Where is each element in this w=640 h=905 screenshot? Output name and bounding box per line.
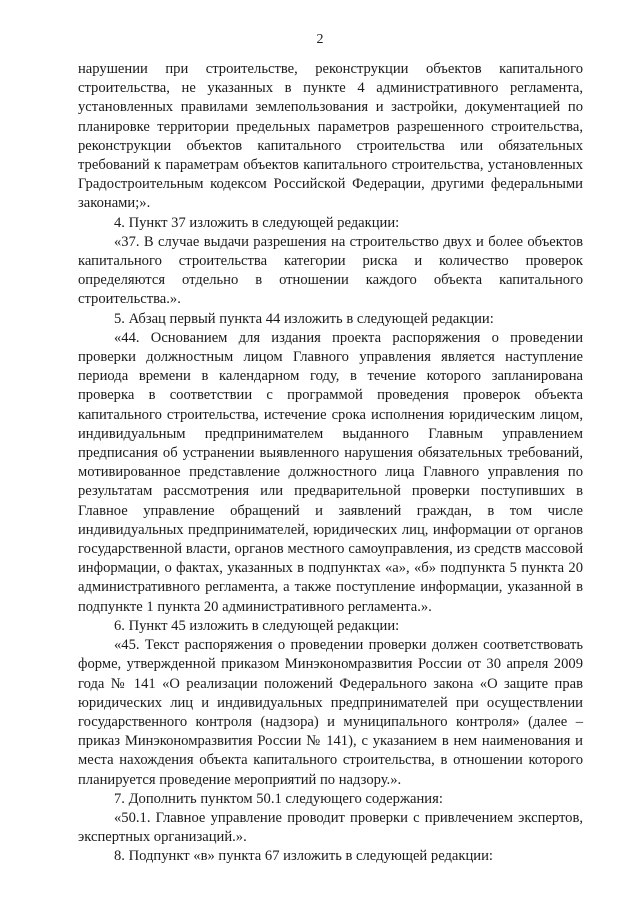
paragraph-item-5: 5. Абзац первый пункта 44 изложить в следующей редакции: xyxy=(114,310,494,327)
paragraph-quote-45: «45. Текст распоряжения о проведении проверки должен соответствовать форме, утвержденной приказом Минэкономразвития России от 30 апреля 2009 года № 141 «О реализации положений Федерального закона «О защите прав юридических лиц и индивидуальных предпринимателей при осуществлении государственного контроля (надзора) и муниципального контроля» (далее – приказ Минэкономразвития России № 141), с указанием в нем наименования и места нахождения объекта капитального строительства, в отношении которого планируется проведение мероприятий по надзору.». xyxy=(78,637,583,788)
paragraph-quote-44: «44. Основанием для издания проекта распоряжения о проведении проверки должностным лицом Главного управления является наступление периода времени в календарном году, в течение которого запланирована проверка в соответствии с программой проведения проверок объекта капитального строительства, истечение срока исполнения юридическим лицом, индивидуальным предпринимателем выданного Главным управлением предписания об устранении выявленного нарушения обязательных требований, мотивированное представление должностного лица Главного управления по результатам рассмотрения или предварительной проверки поступивших в Главное управление обращений и заявлений граждан, в том числе индивидуальных предпринимателей, юридических лиц, информации от органов государственной власти, органов местного самоуправления, из средств массовой информации, о фактах, указанных в подпунктах «а», «б» подпункта 5 пункта 20 административного регламента, а также поступление информации, указанной в подпункте 1 пункта 20 административного регламента.». xyxy=(78,329,583,615)
paragraph-quote-37: «37. В случае выдачи разрешения на строительство двух и более объектов капитального строительства категории риска и количество проверок определяются отдельно в отношении каждого объекта капитального строительства.». xyxy=(78,233,583,308)
paragraph-item-7: 7. Дополнить пунктом 50.1 следующего содержания: xyxy=(114,790,443,807)
page-number: 2 xyxy=(316,32,324,47)
paragraph-item-6: 6. Пункт 45 изложить в следующей редакции: xyxy=(114,617,400,634)
paragraph-quote-50-1: «50.1. Главное управление проводит проверки с привлечением экспертов, экспертных организаций.». xyxy=(78,809,583,846)
paragraph-item-4: 4. Пункт 37 изложить в следующей редакции: xyxy=(114,214,400,231)
document-body xyxy=(78,60,583,867)
paragraph-item-8: 8. Подпункт «в» пункта 67 изложить в следующей редакции: xyxy=(114,848,493,865)
paragraph-continuation: нарушении при строительстве, реконструкции объектов капитального строительства, не указанных в пункте 4 административного регламента, установленных правилами землепользования и застройки, документацией по планировке территории предельных параметров разрешенного строительства, реконструкции объектов капитального строительства или обязательных требований к параметрам объектов капитального строительства, установленных Градостроительным кодексом Российской Федерации, другими федеральными законами;». xyxy=(78,61,583,212)
